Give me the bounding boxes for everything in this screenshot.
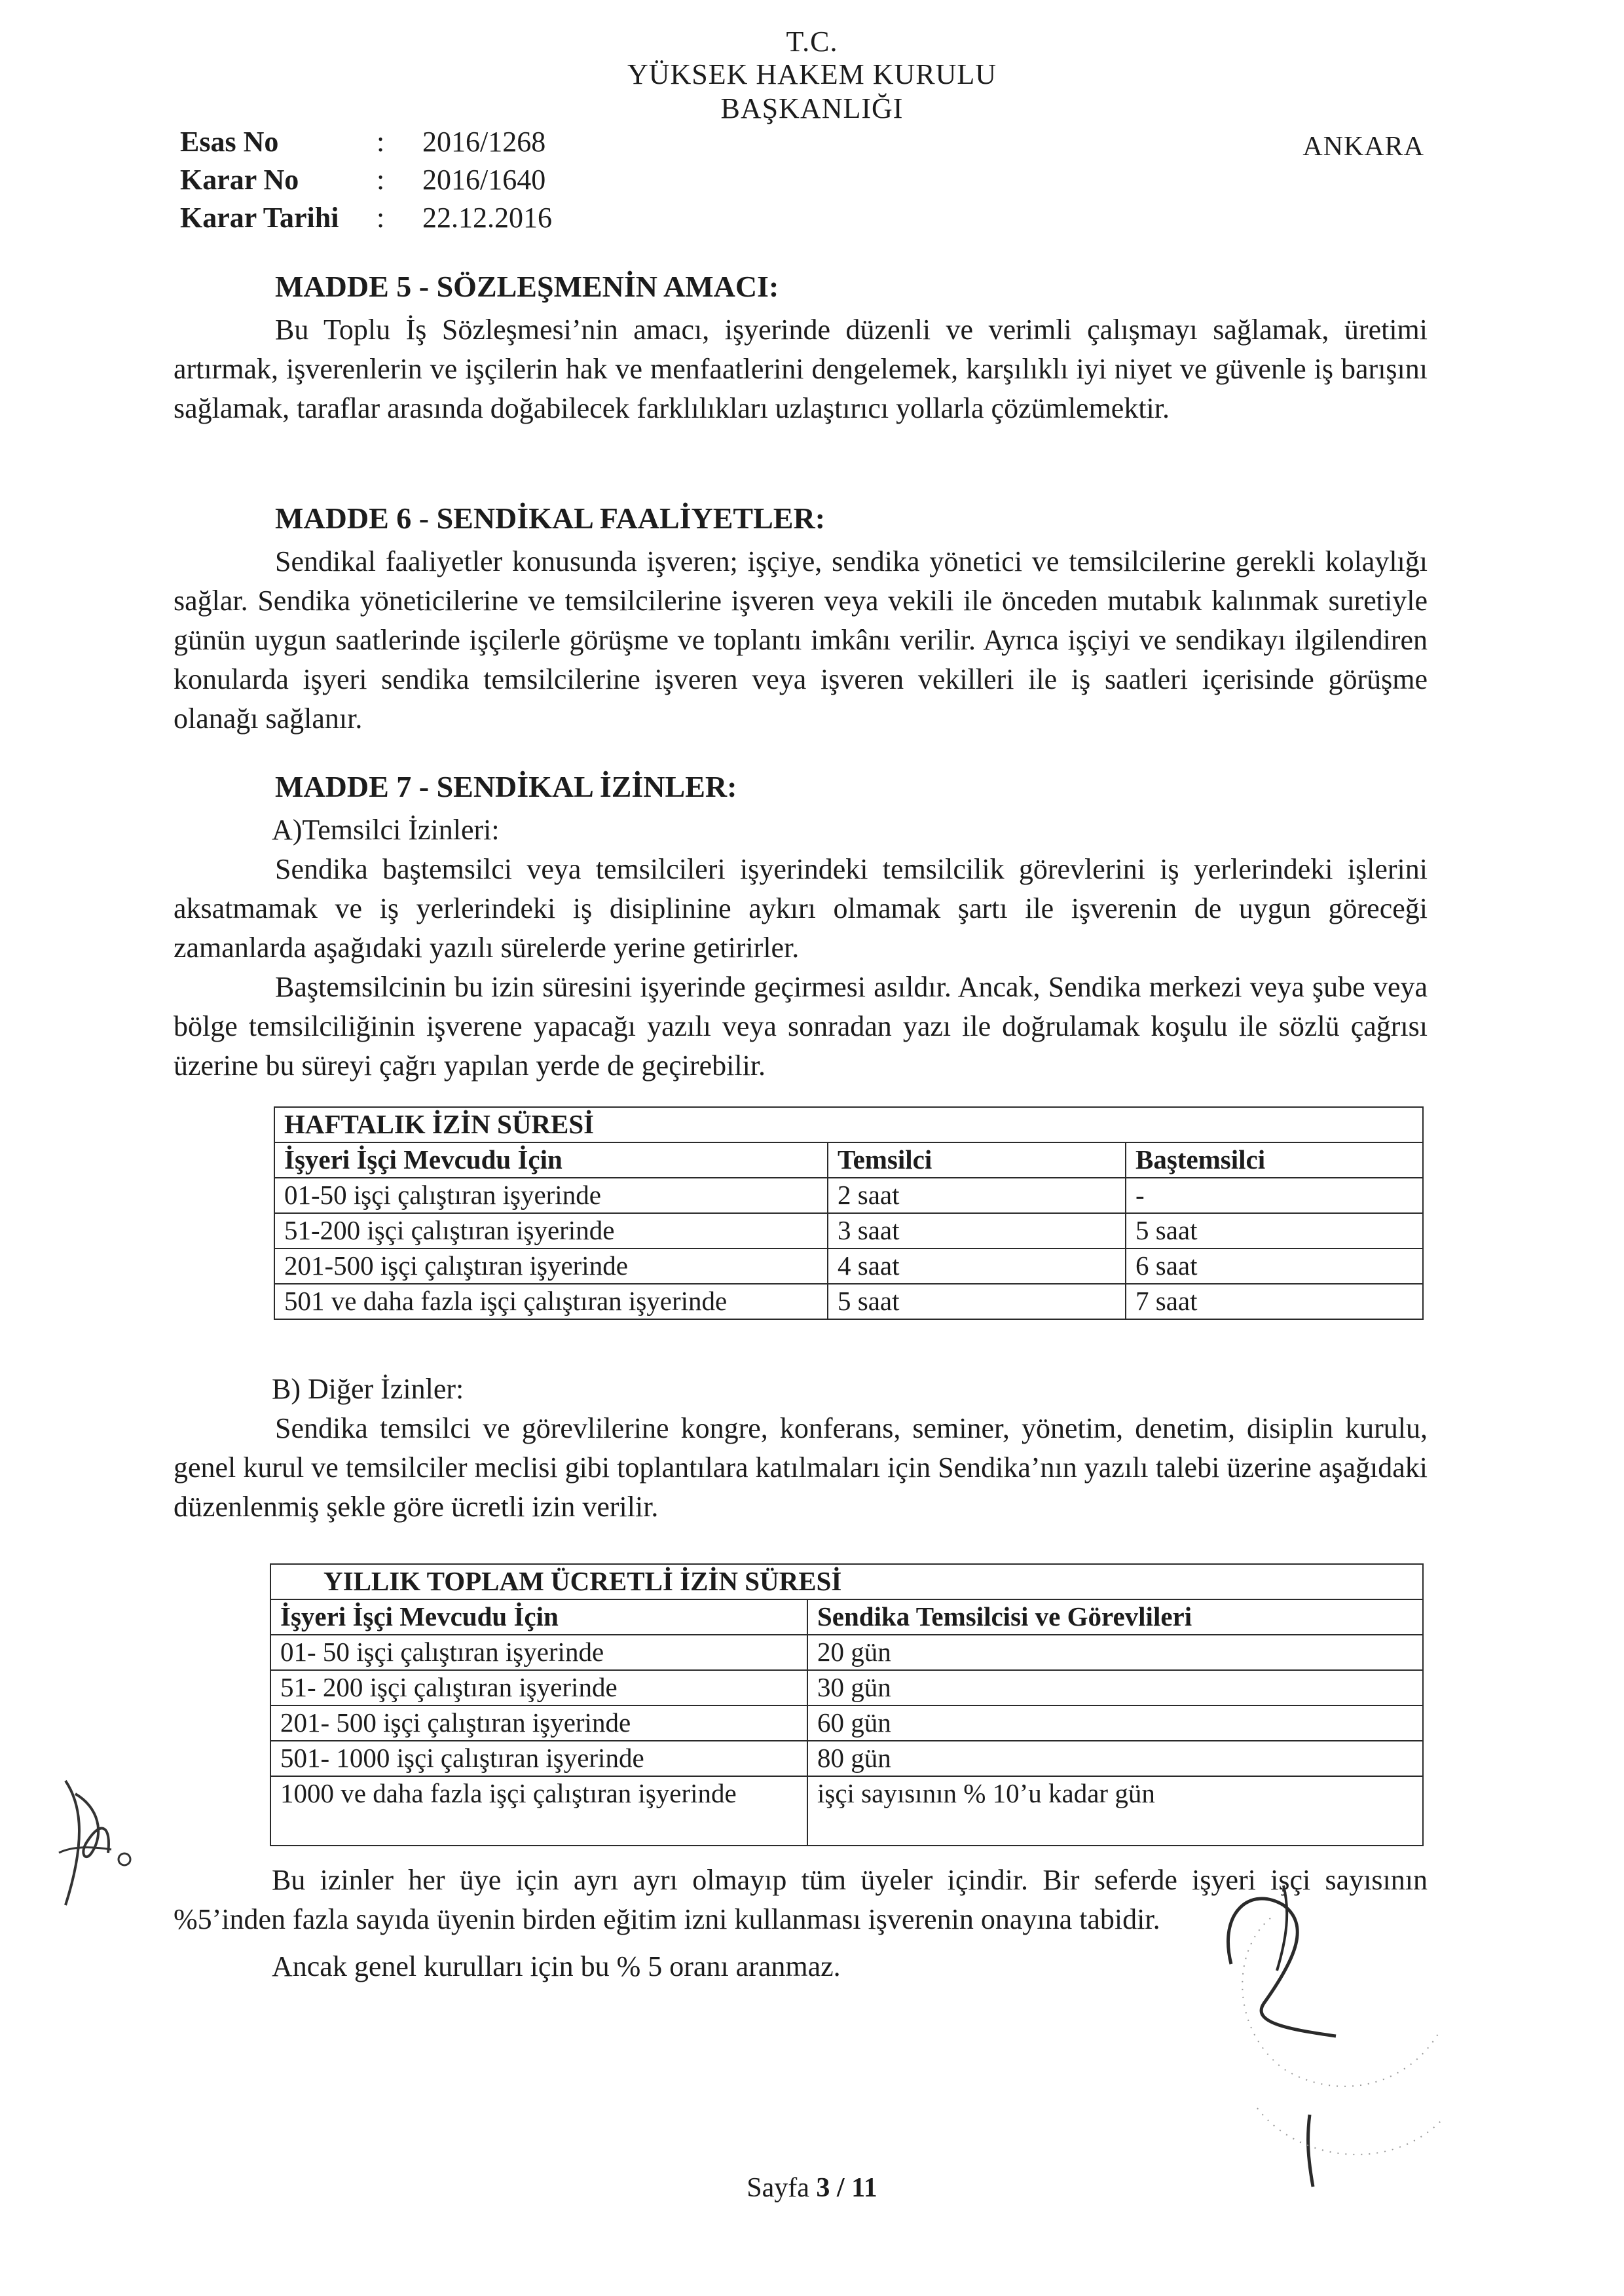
section-paragraph: Bu izinler her üye için ayrı ayrı olmayıp tüm üyeler içindir. Bir seferde işyeri işçi sayısının %5’inden fazla sayıda üyenin birden eğitim izni kullanması işverenin onayına tabidir. [174, 1864, 1428, 1935]
table-cell: 3 saat [828, 1213, 1126, 1248]
meta-value: 2016/1640 [422, 164, 546, 196]
page-total: 11 [851, 2173, 877, 2203]
table-cell: işçi sayısının % 10’u kadar gün [807, 1776, 1423, 1846]
subsection-b-title: B) Diğer İzinler: [272, 1373, 464, 1405]
table-cell: 501- 1000 işçi çalıştıran işyerinde [270, 1741, 807, 1776]
table-cell: 2 saat [828, 1178, 1126, 1213]
table-header: Temsilci [828, 1142, 1126, 1178]
section-heading: MADDE 7 - SENDİKAL İZİNLER: [275, 770, 737, 803]
meta-esas-no [180, 123, 552, 161]
table-cell: 01-50 işçi çalıştıran işyerinde [274, 1178, 828, 1213]
meta-karar-tarihi [180, 199, 552, 237]
section-madde-6 [174, 499, 1428, 738]
table-header: İşyeri İşçi Mevcudu İçin [274, 1142, 828, 1178]
table-cell: 1000 ve daha fazla işçi çalıştıran işyerinde [270, 1776, 807, 1846]
table-title: YILLIK TOPLAM ÜCRETLİ İZİN SÜRESİ [270, 1564, 1423, 1599]
meta-label: Karar Tarihi [180, 202, 339, 234]
section-paragraph: Ancak genel kurulları için bu % 5 oranı aranmaz. [272, 1950, 841, 1982]
section-madde-5 [174, 267, 1428, 428]
table-cell: 4 saat [828, 1248, 1126, 1284]
table-header-row [270, 1599, 1423, 1635]
section-paragraph: Sendika baştemsilci veya temsilcileri işyerindeki temsilcilik görevlerini iş yerlerindeki işlerini aksatmamak ve iş yerlerindeki iş disiplinine aykırı olmamak şartı ile işverenin de uygun göreceği zamanlarda aşağıdaki yazılı sürelerde yerine getirirler. [174, 853, 1428, 964]
table-header: İşyeri İşçi Mevcudu İçin [270, 1599, 807, 1635]
meta-value: 2016/1268 [422, 126, 546, 158]
table-cell: 5 saat [1126, 1213, 1423, 1248]
annual-paid-leave-table [270, 1563, 1424, 1846]
table-title: HAFTALIK İZİN SÜRESİ [274, 1107, 1423, 1142]
table-row [274, 1284, 1423, 1319]
table-row [270, 1705, 1423, 1741]
meta-colon: : [377, 164, 385, 196]
meta-value: 22.12.2016 [422, 202, 552, 234]
table-cell: 7 saat [1126, 1284, 1423, 1319]
table-row [274, 1213, 1423, 1248]
table-cell: 51- 200 işçi çalıştıran işyerinde [270, 1670, 807, 1705]
table-row [274, 1248, 1423, 1284]
table-header: Sendika Temsilcisi ve Görevlileri [807, 1599, 1423, 1635]
table-row [270, 1741, 1423, 1776]
page-separator: / [836, 2173, 845, 2203]
table-cell: 30 gün [807, 1670, 1423, 1705]
table-cell: 01- 50 işçi çalıştıran işyerinde [270, 1635, 807, 1670]
case-metadata [180, 123, 552, 237]
page-label: Sayfa [747, 2173, 809, 2203]
meta-label: Esas No [180, 126, 279, 158]
table-cell: 501 ve daha fazla işçi çalıştıran işyerinde [274, 1284, 828, 1319]
header-tc: T.C. [786, 26, 838, 58]
section-heading: MADDE 5 - SÖZLEŞMENİN AMACI: [275, 270, 779, 303]
section-madde-7 [174, 767, 1428, 1085]
section-paragraph: Bu Toplu İş Sözleşmesi’nin amacı, işyerinde düzenli ve verimli çalışmayı sağlamak, üretimi artırmak, işverenlerin ve işçilerin hak ve menfaatlerini dengelemek, karşılıklı iyi niyet ve güvenle iş barışını sağlamak, taraflar arasında doğabilecek farklılıkları uzlaştırıcı yollarla çözümlemektir. [174, 314, 1428, 424]
table-row [270, 1670, 1423, 1705]
table-cell: 51-200 işçi çalıştıran işyerinde [274, 1213, 828, 1248]
meta-label: Karar No [180, 164, 299, 196]
initial-signature-left [26, 1755, 144, 1912]
page-number [0, 2172, 1624, 2204]
table-title-row [270, 1564, 1423, 1599]
table-cell: - [1126, 1178, 1423, 1213]
table-cell: 6 saat [1126, 1248, 1423, 1284]
table-title-row [274, 1107, 1423, 1142]
table-cell: 5 saat [828, 1284, 1126, 1319]
signature-right [1192, 1833, 1493, 2200]
header-institution: YÜKSEK HAKEM KURULU [627, 58, 997, 90]
meta-colon: : [377, 126, 385, 158]
table-header-row [274, 1142, 1423, 1178]
table-cell: 201-500 işçi çalıştıran işyerinde [274, 1248, 828, 1284]
subsection-b [174, 1370, 1428, 1527]
table-cell: 60 gün [807, 1705, 1423, 1741]
header-presidency: BAŞKANLIĞI [720, 92, 904, 124]
table-cell: 80 gün [807, 1741, 1423, 1776]
table-row [274, 1178, 1423, 1213]
table-cell: 201- 500 işçi çalıştıran işyerinde [270, 1705, 807, 1741]
meta-colon: : [377, 202, 385, 234]
weekly-leave-table [274, 1106, 1424, 1320]
subsection-a-title: A)Temsilci İzinleri: [272, 814, 500, 846]
table-row [270, 1635, 1423, 1670]
page-current: 3 [816, 2173, 830, 2203]
section-paragraph: Sendika temsilci ve görevlilerine kongre, konferans, seminer, yönetim, denetim, disiplin kurulu, genel kurul ve temsilciler meclisi gibi toplantılara katılmaları için Sendika’nın yazılı talebi üzerine aşağıdaki düzenlenmiş şekle göre ücretli izin verilir. [174, 1412, 1428, 1523]
table-cell: 20 gün [807, 1635, 1423, 1670]
meta-karar-no [180, 161, 552, 199]
header-city: ANKARA [1302, 132, 1424, 162]
section-paragraph: Baştemsilcinin bu izin süresini işyerinde geçirmesi asıldır. Ancak, Sendika merkezi veya şube veya bölge temsilciliğinin işverene yapacağı yazılı veya sonradan yazı ile doğrulamak koşulu ile sözlü çağrısı üzerine bu süreyi çağrı yapılan yerde de geçirebilir. [174, 971, 1428, 1082]
section-paragraph: Sendikal faaliyetler konusunda işveren; işçiye, sendika yönetici ve temsilcilerine gerekli kolaylığı sağlar. Sendika yöneticilerine ve temsilcilerine işveren veya vekili ile önceden mutabık kalınmak suretiyle günün uygun saatlerinde işçilerle görüşme ve toplantı imkânı verilir. Ayrıca işçiyi ve sendikayı ilgilendiren konularda işyeri sendika temsilcilerine işveren veya işveren vekilleri ile iş saatleri içerisinde görüşme olanağı sağlanır. [174, 545, 1428, 735]
section-heading: MADDE 6 - SENDİKAL FAALİYETLER: [275, 501, 826, 535]
table-header: Baştemsilci [1126, 1142, 1423, 1178]
